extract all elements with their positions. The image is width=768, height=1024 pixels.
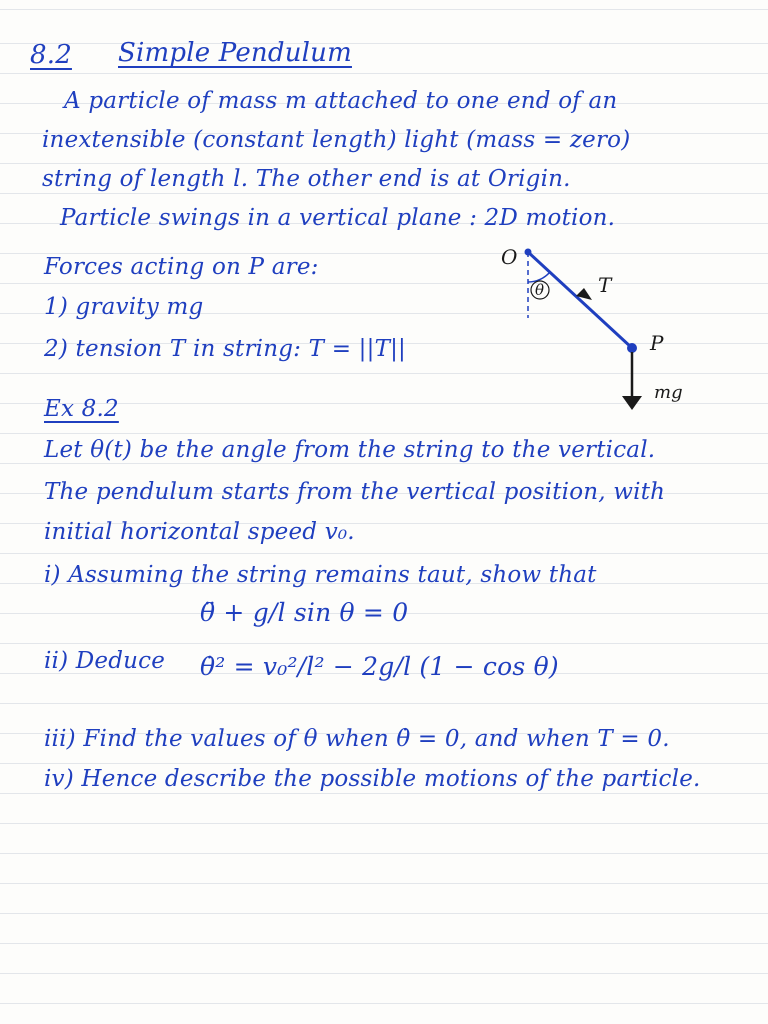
origin-point [525,249,532,256]
tension-label: T [598,273,612,297]
part-ii-label: ii) Deduce [44,648,166,674]
example-line-3: initial horizontal speed v₀. [44,519,355,545]
particle-point [627,343,637,353]
forces-heading: Forces acting on P are: [44,254,319,280]
equation-1: θ̈ + g/l sin θ = 0 [200,598,409,627]
section-title: Simple Pendulum [118,38,352,68]
string-line [528,252,632,348]
force-gravity: 1) gravity mg [44,294,204,320]
intro-line-1: A particle of mass m attached to one end of an [64,88,618,114]
example-heading: Ex 8.2 [44,396,119,422]
equation-2: θ̇² = v₀²/l² − 2g/l (1 − cos θ) [200,652,559,681]
part-i: i) Assuming the string remains taut, show that [44,562,597,588]
intro-line-3: string of length l. The other end is at Origin. [42,166,571,192]
intro-line-2: inextensible (constant length) light (mass = zero) [42,127,631,153]
part-iii: iii) Find the values of θ when θ̇ = 0, and when T = 0. [44,726,670,752]
force-tension: 2) tension T in string: T = ||T|| [44,336,407,362]
example-line-2: The pendulum starts from the vertical position, with [44,479,666,505]
angle-label: θ [535,281,545,299]
particle-label: P [650,331,664,355]
example-line-1: Let θ(t) be the angle from the string to the vertical. [44,437,656,463]
gravity-arrowhead [622,396,642,410]
weight-label: mg [654,382,683,403]
part-iv: iv) Hence describe the possible motions of the particle. [44,766,701,792]
intro-line-4: Particle swings in a vertical plane : 2D motion. [60,205,616,231]
origin-label: O [501,245,518,269]
section-number: 8.2 [30,40,72,70]
